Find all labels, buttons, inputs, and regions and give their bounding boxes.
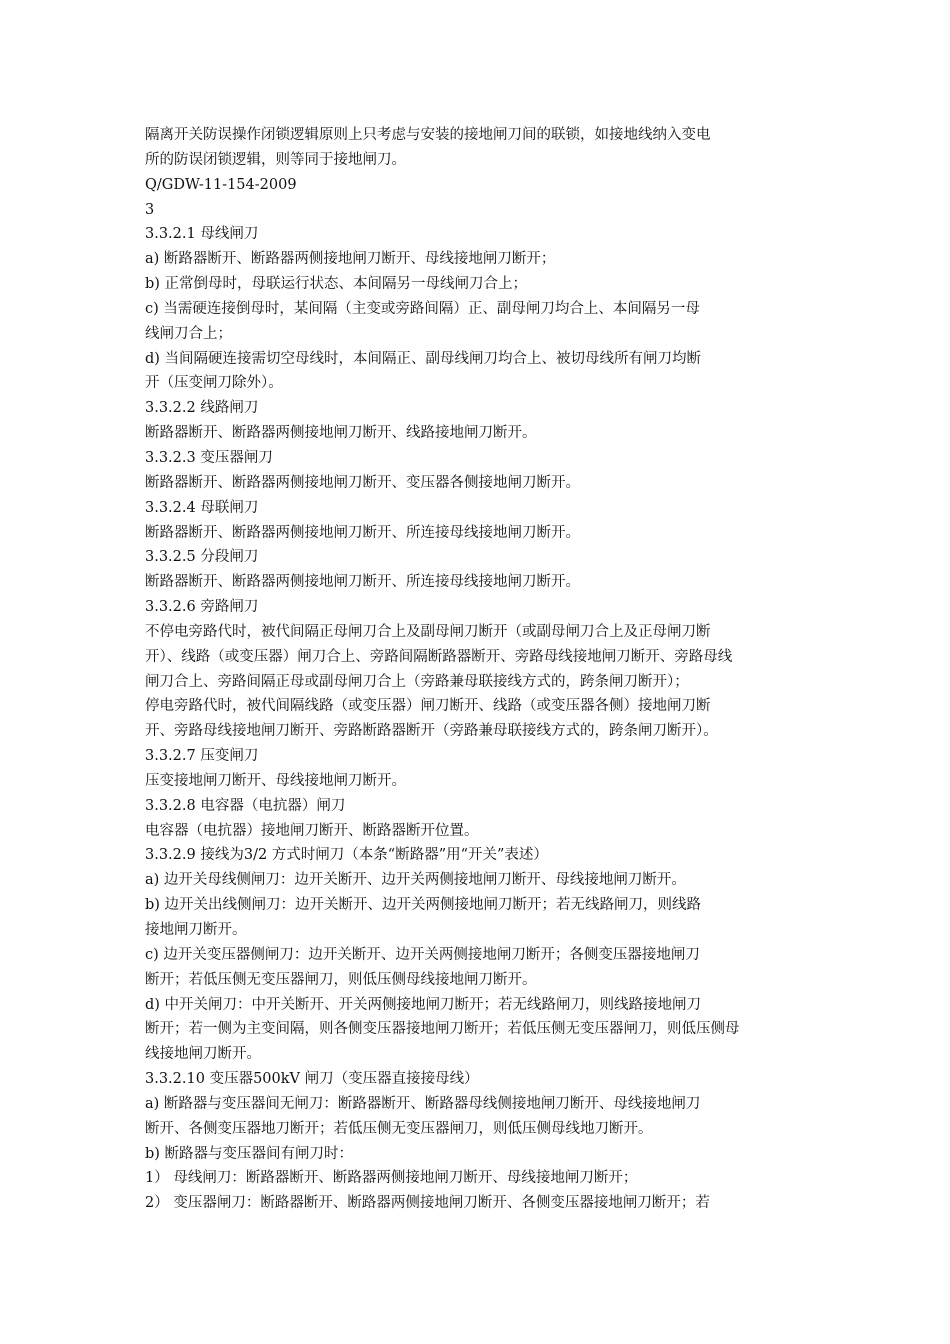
text-line: b) 边开关出线侧闸刀：边开关断开、边开关两侧接地闸刀断开；若无线路闸刀，则线路 xyxy=(145,897,702,914)
text-line: d) 当间隔硬连接需切空母线时，本间隔正、副母线闸刀均合上、被切母线所有闸刀均断 xyxy=(145,350,702,367)
text-line: 1） 母线闸刀：断路器断开、断路器两侧接地闸刀断开、母线接地闸刀断开； xyxy=(145,1170,638,1187)
section-heading: 3.3.2.2 线路闸刀 xyxy=(145,400,259,417)
text-line: 不停电旁路代时，被代间隔正母闸刀合上及副母闸刀断开（或副母闸刀合上及正母闸刀断 xyxy=(145,623,711,640)
text-line: 断开；若一侧为主变间隔，则各侧变压器接地闸刀断开；若低压侧无变压器闸刀，则低压侧母 xyxy=(145,1021,740,1038)
section-heading: 3.3.2.3 变压器闸刀 xyxy=(145,449,273,466)
text-line: c) 边开关变压器侧闸刀：边开关断开、边开关两侧接地闸刀断开；各侧变压器接地闸刀 xyxy=(145,946,700,963)
standard-code: Q/GDW-11-154-2009 xyxy=(145,176,297,193)
text-line: 断路器断开、断路器两侧接地闸刀断开、所连接母线接地闸刀断开。 xyxy=(145,574,580,591)
text-line: a) 边开关母线侧闸刀：边开关断开、边开关两侧接地闸刀断开、母线接地闸刀断开。 xyxy=(145,872,686,889)
text-line: 接地闸刀断开。 xyxy=(145,922,247,938)
text-line: 2） 变压器闸刀：断路器断开、断路器两侧接地闸刀断开、各侧变压器接地闸刀断开；若 xyxy=(145,1195,710,1212)
section-heading: 3.3.2.7 压变闸刀 xyxy=(145,748,259,765)
document-body xyxy=(145,123,805,1216)
text-line: 断路器断开、断路器两侧接地闸刀断开、变压器各侧接地闸刀断开。 xyxy=(145,474,580,491)
section-heading: 3.3.2.4 母联闸刀 xyxy=(145,499,259,516)
text-line: 线闸刀合上； xyxy=(145,325,232,342)
section-heading: 3.3.2.1 母线闸刀 xyxy=(145,226,259,243)
text-line: c) 当需硬连接倒母时，某间隔（主变或旁路间隔）正、副母闸刀均合上、本间隔另一母 xyxy=(145,300,700,317)
text-line: 所的防误闭锁逻辑，则等同于接地闸刀。 xyxy=(145,151,406,168)
text-line: 断路器断开、断路器两侧接地闸刀断开、所连接母线接地闸刀断开。 xyxy=(145,524,580,541)
text-line: 断路器断开、断路器两侧接地闸刀断开、线路接地闸刀断开。 xyxy=(145,425,537,442)
text-line: 断开、各侧变压器地刀断开；若低压侧无变压器闸刀，则低压侧母线地刀断开。 xyxy=(145,1120,653,1137)
text-line: 断开；若低压侧无变压器闸刀，则低压侧母线接地闸刀断开。 xyxy=(145,971,537,988)
text-line: a) 断路器与变压器间无闸刀：断路器断开、断路器母线侧接地闸刀断开、母线接地闸刀 xyxy=(145,1095,701,1112)
text-line: 开、旁路母线接地闸刀断开、旁路断路器断开（旁路兼母联接线方式的，跨条闸刀断开）。 xyxy=(145,723,718,740)
section-heading: 3.3.2.8 电容器（电抗器）闸刀 xyxy=(145,797,346,814)
text-line: d) 中开关闸刀：中开关断开、开关两侧接地闸刀断开；若无线路闸刀，则线路接地闸刀 xyxy=(145,996,702,1013)
section-heading: 3.3.2.9 接线为3/2 方式时闸刀（本条“断路器”用“开关”表述） xyxy=(145,847,548,864)
section-heading: 3.3.2.10 变压器500kV 闸刀（变压器直接接母线） xyxy=(145,1071,479,1088)
page-number: 3 xyxy=(145,201,155,218)
text-line: 隔离开关防误操作闭锁逻辑原则上只考虑与安装的接地闸刀间的联锁，如接地线纳入变电 xyxy=(145,127,711,143)
text-line: 开（压变闸刀除外）。 xyxy=(145,375,283,392)
text-line: b) 断路器与变压器间有闸刀时： xyxy=(145,1145,354,1162)
text-line: 电容器（电抗器）接地闸刀断开、断路器断开位置。 xyxy=(145,822,479,839)
text-line: a) 断路器断开、断路器两侧接地闸刀断开、母线接地闸刀断开； xyxy=(145,251,556,268)
text-line: 闸刀合上、旁路间隔正母或副母闸刀合上（旁路兼母联接线方式的，跨条闸刀断开）； xyxy=(145,673,689,690)
text-line: 开）、线路（或变压器）闸刀合上、旁路间隔断路器断开、旁路母线接地闸刀断开、旁路母线 xyxy=(145,648,733,665)
text-line: 压变接地闸刀断开、母线接地闸刀断开。 xyxy=(145,772,406,789)
section-heading: 3.3.2.6 旁路闸刀 xyxy=(145,599,259,616)
section-heading: 3.3.2.5 分段闸刀 xyxy=(145,549,259,566)
text-line: 停电旁路代时，被代间隔线路（或变压器）闸刀断开、线路（或变压器各侧）接地闸刀断 xyxy=(145,698,711,715)
text-line: 线接地闸刀断开。 xyxy=(145,1046,261,1063)
text-line: b) 正常倒母时，母联运行状态、本间隔另一母线闸刀合上； xyxy=(145,276,528,293)
